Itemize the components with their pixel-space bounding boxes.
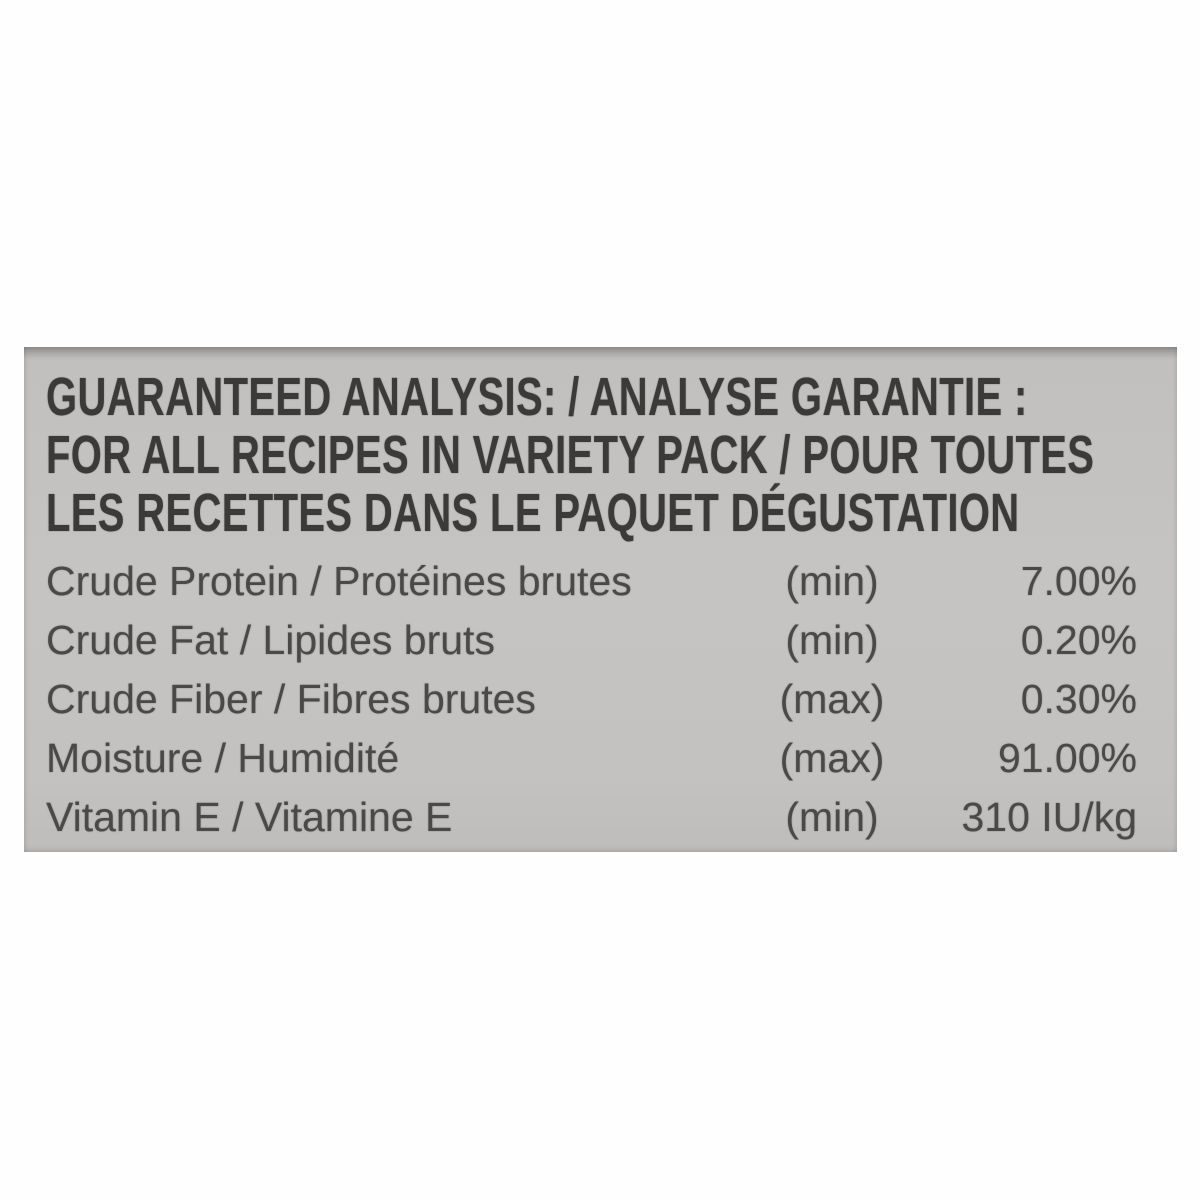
nutrient-value: 0.30% <box>1020 676 1137 722</box>
nutrient-name: Moisture / Humidité <box>46 735 400 781</box>
table-row <box>46 729 1137 788</box>
nutrient-basis: (min) <box>785 558 879 604</box>
heading-line-3: LES RECETTES DANS LE PAQUET DÉGUSTATION <box>46 483 1020 543</box>
nutrient-value: 7.00% <box>1020 558 1137 604</box>
table-row <box>46 670 1137 729</box>
table-row <box>46 552 1137 611</box>
panel-heading <box>46 368 1137 542</box>
nutrient-value: 0.20% <box>1020 617 1137 663</box>
nutrient-name: Crude Protein / Protéines brutes <box>46 558 632 604</box>
nutrient-value: 310 IU/kg <box>961 794 1137 840</box>
guaranteed-analysis-panel <box>24 347 1177 852</box>
nutrient-basis: (max) <box>779 676 885 722</box>
table-row <box>46 611 1137 670</box>
table-row <box>46 788 1137 847</box>
nutrient-value: 91.00% <box>997 735 1137 781</box>
nutrient-name: Crude Fiber / Fibres brutes <box>46 676 536 722</box>
analysis-table <box>46 552 1137 847</box>
heading-line-2: FOR ALL RECIPES IN VARIETY PACK / POUR TOUTES <box>46 425 1095 485</box>
nutrient-basis: (min) <box>785 617 879 663</box>
nutrient-name: Crude Fat / Lipides bruts <box>46 617 495 663</box>
nutrient-name: Vitamin E / Vitamine E <box>46 794 453 840</box>
nutrient-basis: (max) <box>779 735 885 781</box>
heading-line-1: GUARANTEED ANALYSIS: / ANALYSE GARANTIE : <box>46 367 1028 427</box>
nutrient-basis: (min) <box>785 794 879 840</box>
